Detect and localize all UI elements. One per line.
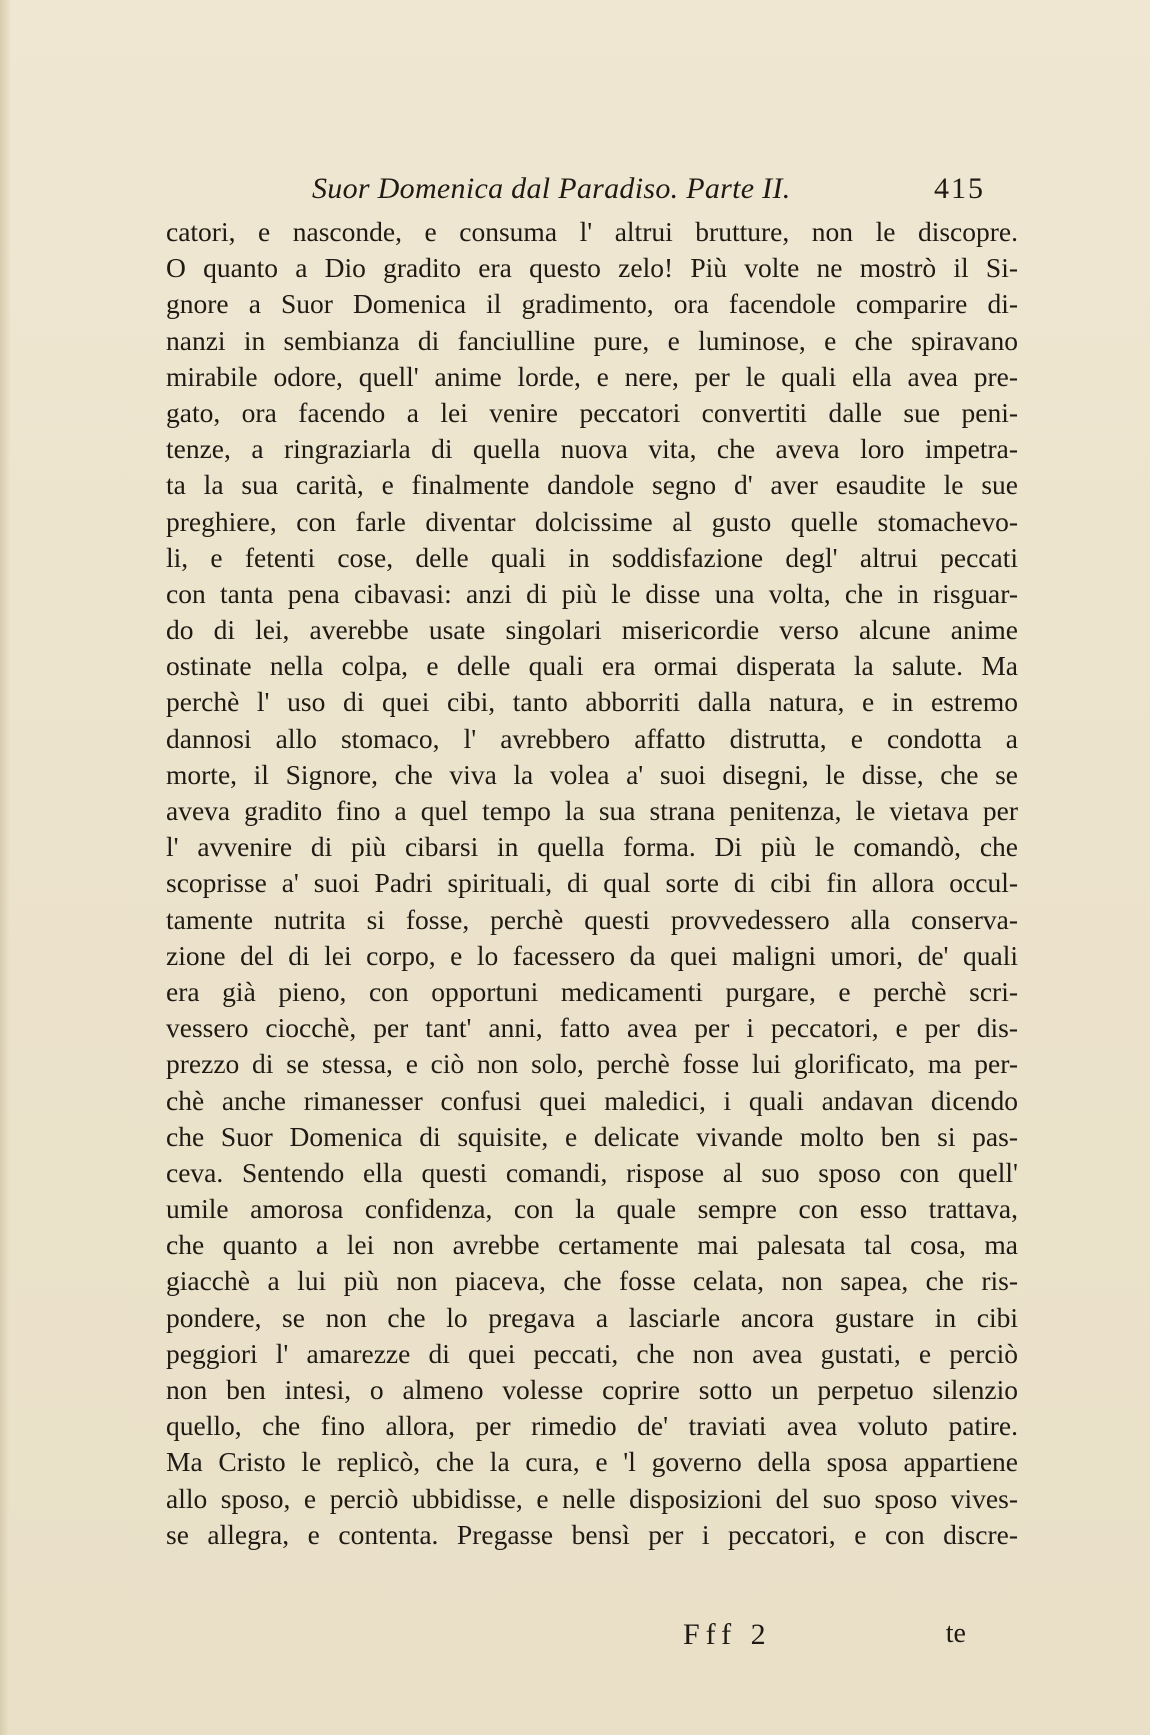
text-line: mirabile odore, quell' anime lorde, e nere, per le quali ella avea pre- <box>166 360 1018 392</box>
text-line: li, e fetenti cose, delle quali in soddisfazione degl' altrui peccati <box>166 541 1018 573</box>
text-line: giacchè a lui più non piaceva, che fosse celata, non sapea, che ris- <box>166 1265 1018 1297</box>
text-line: prezzo di se stessa, e ciò non solo, perchè fosse lui glorificato, ma per- <box>166 1048 1018 1080</box>
running-head: Suor Domenica dal Paradiso. Parte II. <box>312 172 791 205</box>
text-line: O quanto a Dio gradito era questo zelo! Più volte ne mostrò il Si- <box>166 252 1018 284</box>
text-line: catori, e nasconde, e consuma l' altrui brutture, non le discopre. <box>166 216 1018 247</box>
body-text <box>166 214 1018 1553</box>
page-footer <box>166 1618 1018 1658</box>
page-header <box>170 172 985 212</box>
text-line: con tanta pena cibavasi: anzi di più le disse una volta, che in risguar- <box>166 577 1018 609</box>
text-line: l' avvenire di più cibarsi in quella forma. Di più le comandò, che <box>166 831 1018 863</box>
text-line: ta la sua carità, e finalmente dandole segno d' aver esaudite le sue <box>166 469 1018 501</box>
text-line: tenze, a ringraziarla di quella nuova vita, che aveva loro impetra- <box>166 433 1018 465</box>
text-line: umile amorosa confidenza, con la quale sempre con esso trattava, <box>166 1193 1018 1225</box>
text-line: aveva gradito fino a quel tempo la sua strana penitenza, le vietava per <box>166 795 1018 826</box>
text-line: do di lei, averebbe usate singolari misericordie verso alcune anime <box>166 614 1018 646</box>
text-line: se allegra, e contenta. Pregasse bensì per i peccatori, e con discre- <box>166 1518 1018 1550</box>
text-line: pondere, se non che lo pregava a lasciarle ancora gustare in cibi <box>166 1301 1018 1333</box>
text-line: gato, ora facendo a lei venire peccatori convertiti dalle sue peni- <box>166 396 1018 428</box>
catchword: te <box>945 1618 966 1649</box>
text-line: gnore a Suor Domenica il gradimento, ora facendole comparire di- <box>166 288 1018 320</box>
text-line: era già pieno, con opportuni medicamenti purgare, e perchè scri- <box>166 975 1018 1007</box>
text-line: ceva. Sentendo ella questi comandi, rispose al suo sposo con quell' <box>166 1156 1018 1188</box>
text-line: nanzi in sembianza di fanciulline pure, e luminose, e che spiravano <box>166 324 1018 356</box>
text-line: zione del di lei corpo, e lo facessero da quei maligni umori, de' quali <box>166 939 1018 971</box>
text-line: quello, che fino allora, per rimedio de' traviati avea voluto patire. <box>166 1410 1018 1442</box>
text-line: tamente nutrita si fosse, perchè questi provvedessero alla conserva- <box>166 903 1018 935</box>
text-line: non ben intesi, o almeno volesse coprire sotto un perpetuo silenzio <box>166 1374 1018 1405</box>
text-line: dannosi allo stomaco, l' avrebbero affatto distrutta, e condotta a <box>166 722 1018 754</box>
text-line: allo sposo, e perciò ubbidisse, e nelle disposizioni del suo sposo vives- <box>166 1482 1018 1514</box>
text-line: ostinate nella colpa, e delle quali era ormai disperata la salute. Ma <box>166 650 1018 682</box>
signature-mark: Fff 2 <box>683 1618 772 1651</box>
text-line: scoprisse a' suoi Padri spirituali, di qual sorte di cibi fin allora occul- <box>166 867 1018 899</box>
text-line: morte, il Signore, che viva la volea a' suoi disegni, le disse, che se <box>166 758 1018 790</box>
page-edge <box>0 0 10 1735</box>
text-line: Ma Cristo le replicò, che la cura, e 'l governo della sposa appartiene <box>166 1446 1018 1478</box>
text-line: perchè l' uso di quei cibi, tanto abborriti dalla natura, e in estremo <box>166 686 1018 718</box>
page-number: 415 <box>934 172 985 205</box>
text-line: chè anche rimanesser confusi quei maledici, i quali andavan dicendo <box>166 1084 1018 1116</box>
text-line: peggiori l' amarezze di quei peccati, che non avea gustati, e perciò <box>166 1337 1018 1369</box>
text-line: che Suor Domenica di squisite, e delicate vivande molto ben si pas- <box>166 1120 1018 1152</box>
text-line: vessero ciocchè, per tant' anni, fatto avea per i peccatori, e per dis- <box>166 1012 1018 1044</box>
text-line: che quanto a lei non avrebbe certamente mai palesata tal cosa, ma <box>166 1229 1018 1261</box>
text-line: preghiere, con farle diventar dolcissime al gusto quelle stomachevo- <box>166 505 1018 537</box>
